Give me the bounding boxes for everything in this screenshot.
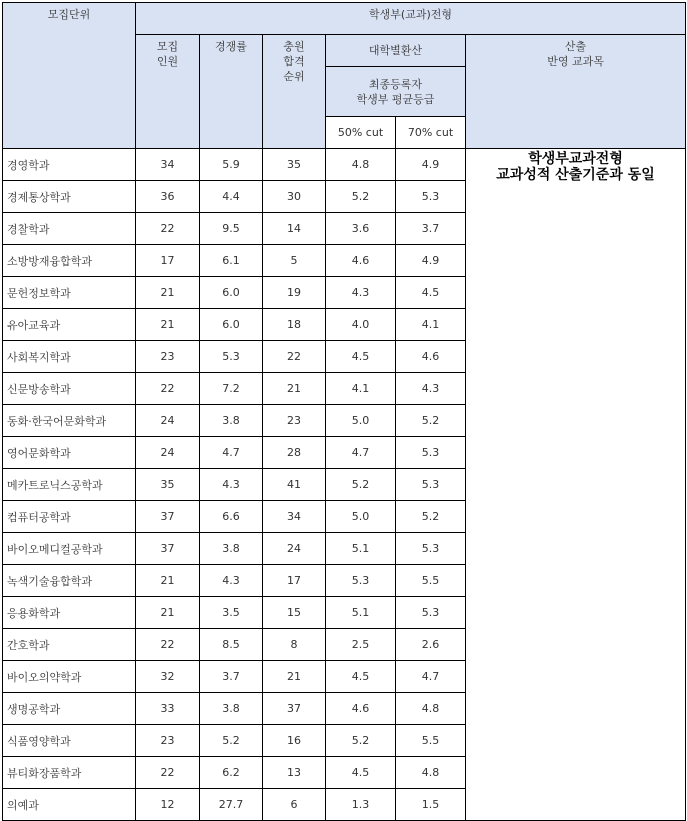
- dept-cell: 응용화학과: [3, 597, 136, 629]
- cut70-cell: 5.5: [396, 725, 466, 757]
- table-row: [3, 149, 686, 181]
- cut50-cell: 4.1: [326, 373, 396, 405]
- cut70-cell: 4.1: [396, 309, 466, 341]
- waitlist-rank-cell: 16: [263, 725, 326, 757]
- dept-cell: 의예과: [3, 789, 136, 821]
- dept-cell: 경제통상학과: [3, 181, 136, 213]
- waitlist-rank-cell: 8: [263, 629, 326, 661]
- cut50-cell: 5.1: [326, 533, 396, 565]
- waitlist-rank-cell: 21: [263, 373, 326, 405]
- quota-cell: 21: [136, 597, 200, 629]
- waitlist-rank-cell: 34: [263, 501, 326, 533]
- competition-cell: 6.0: [200, 277, 263, 309]
- quota-cell: 35: [136, 469, 200, 501]
- dept-cell: 경찰학과: [3, 213, 136, 245]
- competition-cell: 5.2: [200, 725, 263, 757]
- cut70-cell: 4.8: [396, 757, 466, 789]
- quota-cell: 21: [136, 277, 200, 309]
- competition-cell: 5.9: [200, 149, 263, 181]
- waitlist-rank-cell: 18: [263, 309, 326, 341]
- dept-cell: 바이오의약학과: [3, 661, 136, 693]
- quota-cell: 22: [136, 629, 200, 661]
- competition-cell: 6.2: [200, 757, 263, 789]
- cut70-cell: 3.7: [396, 213, 466, 245]
- cut70-cell: 4.9: [396, 149, 466, 181]
- competition-cell: 6.0: [200, 309, 263, 341]
- table-body: [3, 149, 686, 821]
- waitlist-rank-cell: 19: [263, 277, 326, 309]
- competition-cell: 3.8: [200, 405, 263, 437]
- competition-cell: 3.8: [200, 533, 263, 565]
- cut50-cell: 3.6: [326, 213, 396, 245]
- waitlist-rank-cell: 15: [263, 597, 326, 629]
- cut50-cell: 4.8: [326, 149, 396, 181]
- competition-cell: 6.1: [200, 245, 263, 277]
- cut50-cell: 5.2: [326, 469, 396, 501]
- cut50-cell: 5.2: [326, 181, 396, 213]
- dept-cell: 영어문화학과: [3, 437, 136, 469]
- dept-cell: 소방방재융합학과: [3, 245, 136, 277]
- waitlist-rank-cell: 13: [263, 757, 326, 789]
- cut70-cell: 5.3: [396, 469, 466, 501]
- competition-cell: 3.5: [200, 597, 263, 629]
- header-cut50: 50% cut: [326, 117, 396, 149]
- competition-cell: 4.7: [200, 437, 263, 469]
- cut70-cell: 5.2: [396, 501, 466, 533]
- quota-cell: 24: [136, 437, 200, 469]
- waitlist-rank-cell: 23: [263, 405, 326, 437]
- quota-cell: 23: [136, 725, 200, 757]
- waitlist-rank-cell: 35: [263, 149, 326, 181]
- cut50-cell: 5.1: [326, 597, 396, 629]
- waitlist-rank-cell: 22: [263, 341, 326, 373]
- admissions-results-table: [2, 2, 686, 821]
- competition-cell: 3.8: [200, 693, 263, 725]
- cut50-cell: 4.0: [326, 309, 396, 341]
- quota-cell: 37: [136, 501, 200, 533]
- waitlist-rank-cell: 5: [263, 245, 326, 277]
- competition-cell: 9.5: [200, 213, 263, 245]
- quota-cell: 12: [136, 789, 200, 821]
- cut70-cell: 5.3: [396, 181, 466, 213]
- header-cut70: 70% cut: [396, 117, 466, 149]
- cut50-cell: 4.7: [326, 437, 396, 469]
- dept-cell: 뷰티화장품학과: [3, 757, 136, 789]
- cut70-cell: 4.7: [396, 661, 466, 693]
- cut70-cell: 4.6: [396, 341, 466, 373]
- dept-cell: 컴퓨터공학과: [3, 501, 136, 533]
- header-subjects: 산출 반영 교과목: [466, 35, 686, 149]
- dept-cell: 간호학과: [3, 629, 136, 661]
- cut50-cell: 4.6: [326, 245, 396, 277]
- header-waitlist-rank: 충원 합격 순위: [263, 35, 326, 149]
- waitlist-rank-cell: 21: [263, 661, 326, 693]
- competition-cell: 5.3: [200, 341, 263, 373]
- header-conversion: 대학별환산: [326, 35, 466, 67]
- waitlist-rank-cell: 24: [263, 533, 326, 565]
- cut70-cell: 5.3: [396, 533, 466, 565]
- cut50-cell: 5.0: [326, 501, 396, 533]
- dept-cell: 녹색기술융합학과: [3, 565, 136, 597]
- header-competition: 경쟁률: [200, 35, 263, 149]
- cut70-cell: 4.3: [396, 373, 466, 405]
- cut50-cell: 4.5: [326, 757, 396, 789]
- cut50-cell: 4.6: [326, 693, 396, 725]
- dept-cell: 메카트로닉스공학과: [3, 469, 136, 501]
- competition-cell: 4.4: [200, 181, 263, 213]
- quota-cell: 17: [136, 245, 200, 277]
- quota-cell: 23: [136, 341, 200, 373]
- waitlist-rank-cell: 14: [263, 213, 326, 245]
- quota-cell: 22: [136, 213, 200, 245]
- cut70-cell: 4.9: [396, 245, 466, 277]
- subjects-note: 학생부교과전형 교과성적 산출기준과 동일: [496, 151, 655, 183]
- quota-cell: 34: [136, 149, 200, 181]
- quota-cell: 24: [136, 405, 200, 437]
- dept-cell: 사회복지학과: [3, 341, 136, 373]
- cut50-cell: 2.5: [326, 629, 396, 661]
- competition-cell: 3.7: [200, 661, 263, 693]
- quota-cell: 36: [136, 181, 200, 213]
- cut50-cell: 1.3: [326, 789, 396, 821]
- dept-cell: 동화·한국어문화학과: [3, 405, 136, 437]
- cut70-cell: 1.5: [396, 789, 466, 821]
- dept-cell: 신문방송학과: [3, 373, 136, 405]
- cut50-cell: 4.5: [326, 341, 396, 373]
- waitlist-rank-cell: 30: [263, 181, 326, 213]
- cut70-cell: 5.2: [396, 405, 466, 437]
- quota-cell: 32: [136, 661, 200, 693]
- dept-cell: 문헌정보학과: [3, 277, 136, 309]
- quota-cell: 22: [136, 757, 200, 789]
- waitlist-rank-cell: 41: [263, 469, 326, 501]
- cut70-cell: 4.8: [396, 693, 466, 725]
- quota-cell: 21: [136, 309, 200, 341]
- competition-cell: 27.7: [200, 789, 263, 821]
- dept-cell: 식품영양학과: [3, 725, 136, 757]
- competition-cell: 7.2: [200, 373, 263, 405]
- quota-cell: 33: [136, 693, 200, 725]
- competition-cell: 8.5: [200, 629, 263, 661]
- subjects-note-cell: [466, 149, 686, 821]
- cut70-cell: 2.6: [396, 629, 466, 661]
- header-unit: 모집단위: [3, 3, 136, 149]
- dept-cell: 유아교육과: [3, 309, 136, 341]
- competition-cell: 6.6: [200, 501, 263, 533]
- dept-cell: 바이오메디컬공학과: [3, 533, 136, 565]
- waitlist-rank-cell: 6: [263, 789, 326, 821]
- waitlist-rank-cell: 28: [263, 437, 326, 469]
- competition-cell: 4.3: [200, 565, 263, 597]
- quota-cell: 22: [136, 373, 200, 405]
- header-quota: 모집 인원: [136, 35, 200, 149]
- competition-cell: 4.3: [200, 469, 263, 501]
- quota-cell: 21: [136, 565, 200, 597]
- dept-cell: 생명공학과: [3, 693, 136, 725]
- cut70-cell: 5.3: [396, 597, 466, 629]
- cut70-cell: 5.3: [396, 437, 466, 469]
- waitlist-rank-cell: 37: [263, 693, 326, 725]
- cut50-cell: 4.5: [326, 661, 396, 693]
- cut70-cell: 4.5: [396, 277, 466, 309]
- cut50-cell: 5.3: [326, 565, 396, 597]
- waitlist-rank-cell: 17: [263, 565, 326, 597]
- dept-cell: 경영학과: [3, 149, 136, 181]
- cut50-cell: 5.0: [326, 405, 396, 437]
- quota-cell: 37: [136, 533, 200, 565]
- cut50-cell: 5.2: [326, 725, 396, 757]
- cut70-cell: 5.5: [396, 565, 466, 597]
- header-track: 학생부(교과)전형: [136, 3, 686, 35]
- header-final-grade: 최종등록자 학생부 평균등급: [326, 67, 466, 117]
- cut50-cell: 4.3: [326, 277, 396, 309]
